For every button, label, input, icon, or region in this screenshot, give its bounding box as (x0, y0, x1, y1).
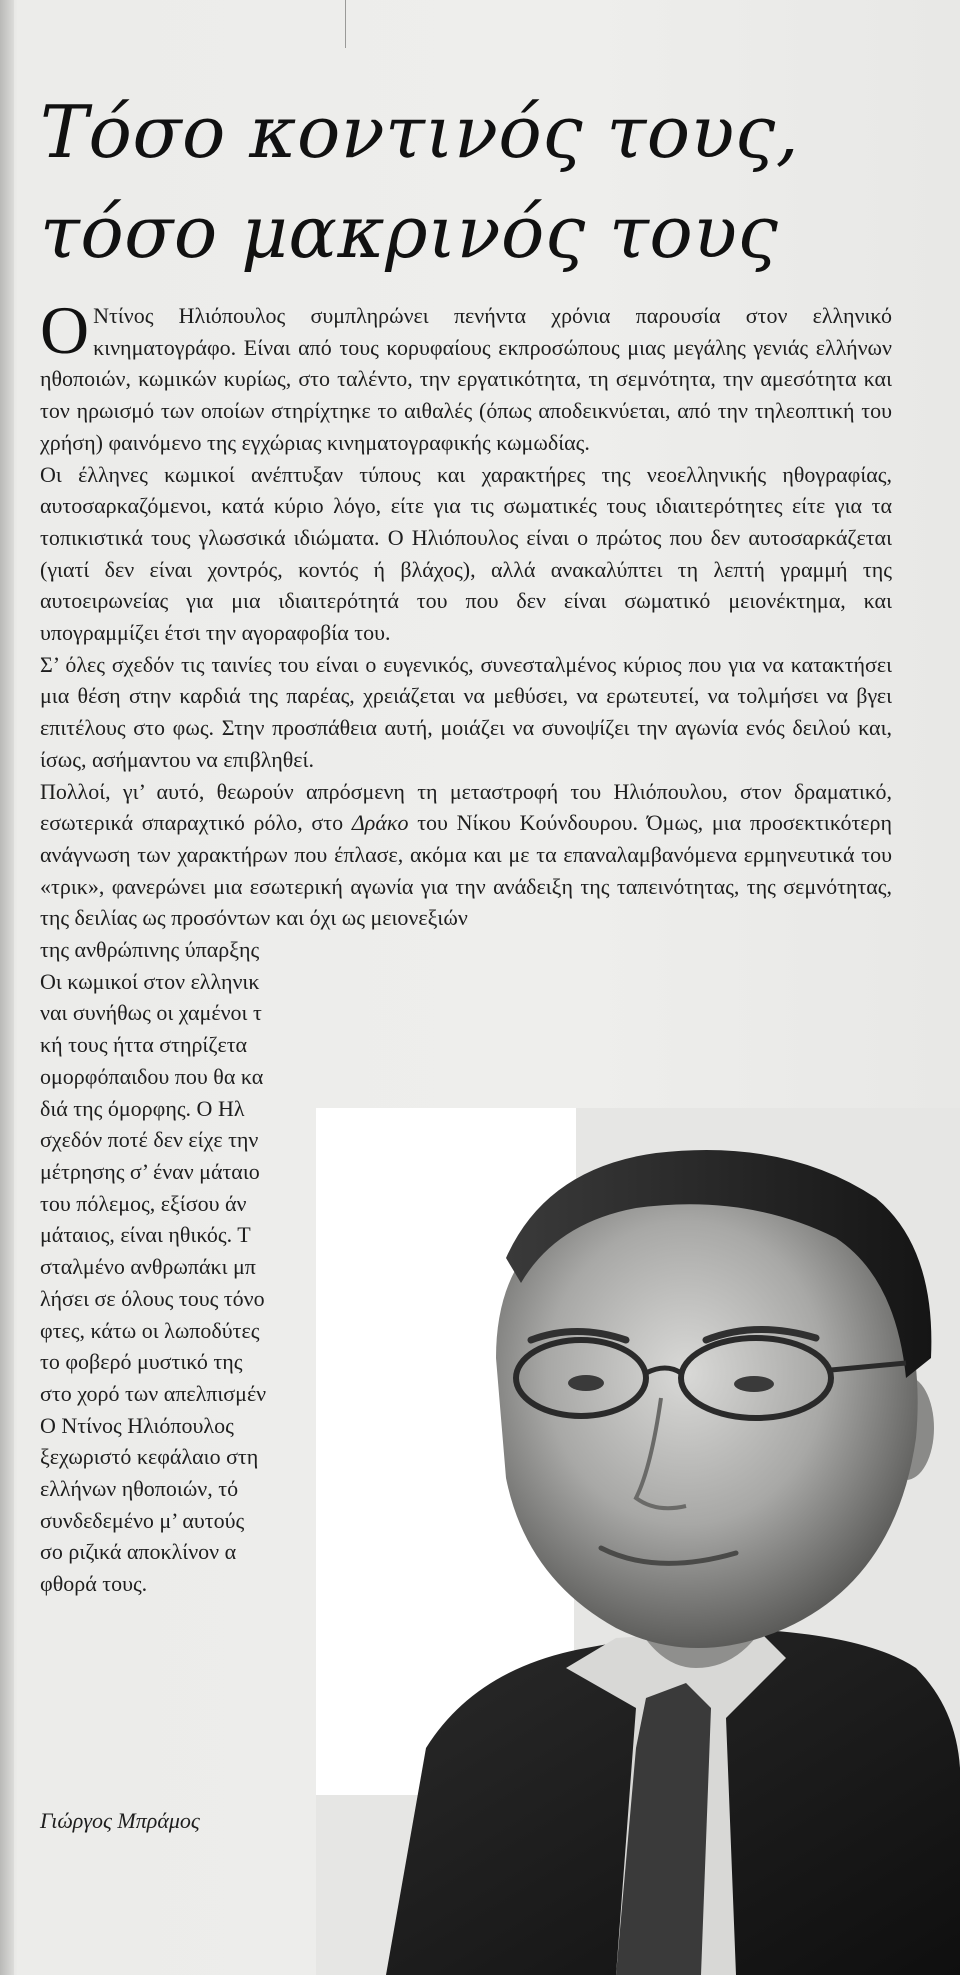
text-line: στο χορό των απελπισμέν (40, 1380, 267, 1406)
article-paragraph-3: Σ’ όλες σχεδόν τις ταινίες του είναι ο ευγενικός, συνεσταλμένος κύριος που για να κατακτήσει μια θέση στην καρδιά της παρέας, χρειάζεται να μεθύσει, να ερωτευτεί, να τολμήσει να βγει επιτέλους στο φως. Στην προσπάθεια αυτή, μοιάζει να συνοψίζει την αγωνία ενός δειλού και, ίσως, ασήμαντου να επιβληθεί. (40, 651, 892, 772)
text-line: φθορά τους. (40, 1571, 148, 1597)
text-line: μέτρησης σ’ έναν μάταιο (40, 1158, 260, 1184)
paragraph-text: Ντίνος Ηλιόπουλος συμπληρώνει πενήντα χρόνια παρουσία στον ελληνικό κινηματογράφο. Είναι από τους κορυφαίους εκπροσώπους μιας μεγάλης γενιάς ελλήνων ηθοποιών, κωμικών κυρίως, στο ταλέντο, την εργατικότητα, τη σεμνότητα, την αμεσότητα και τον ηρωισμό των οποίων στηρίχτηκε το αιθαλές (όπως αποδεικνύεται, από την τηλεοπτική του χρήση) φαινόμενο της εγχώριας κινηματογραφικής κωμωδίας. (40, 303, 892, 455)
text-line: Ο Ντίνος Ηλιόπουλος (40, 1412, 234, 1438)
text-line: συνδεδεμένο μ’ αυτούς (40, 1507, 245, 1533)
drop-cap: Ο (40, 292, 90, 368)
text-line: ναι συνήθως οι χαμένοι τ (40, 1000, 262, 1026)
article-paragraph-1 (40, 292, 892, 459)
text-line: της ανθρώπινης ύπαρξης (40, 937, 260, 963)
portrait-photo (316, 1108, 960, 1975)
author-byline: Γιώργος Μπράμος (40, 1808, 200, 1833)
headline-line-1: Τόσο κοντινός τους, (40, 90, 800, 174)
text-line: διά της όμορφης. Ο Ηλ (40, 1095, 245, 1121)
article-paragraph-2: Οι έλληνες κωμικοί ανέπτυξαν τύπους και χαρακτήρες της νεοελληνικής ηθογραφίας, αυτοσαρκαζόμενοι, κατά κύριο λόγο, είτε για τις σωματικές τους ιδιαιτερότητες είτε για τα τοπικιστικά τους γλωσσικά ιδιώματα. Ο Ηλιόπουλος είναι ο πρώτος που δεν αυτοσαρκάζεται (γιατί δεν είναι χοντρός, κοντός ή βλάχος), αλλά ανακαλύπτει τη λεπτή γραμμή της αυτοειρωνείας για μια ιδιαιτερότητά του που δεν είναι σωματικό μειονέκτημα, και υπογραμμίζει έτσι την αγοραφοβία του. (40, 461, 892, 646)
text-line: σταλμένο ανθρωπάκι μπ (40, 1254, 256, 1280)
paragraph-text: Πολλοί, γι’ αυτό, θεωρούν απρόσμενη τη μεταστροφή του Ηλιόπουλου, στον δραματικό, εσωτερικά σπαραχτικό ρόλο, στο (40, 778, 892, 836)
text-line: σο ριζικά αποκλίνον α (40, 1539, 237, 1565)
crop-mark (345, 0, 346, 48)
text-line: το φοβερό μυστικό της (40, 1349, 243, 1375)
text-line: λήσει σε όλους τους τόνο (40, 1285, 265, 1311)
portrait-illustration (316, 1108, 960, 1975)
text-line: μάταιος, είναι ηθικός. Τ (40, 1222, 251, 1248)
text-line: ομορφόπαιδου που θα κα (40, 1063, 264, 1089)
text-line: Οι κωμικοί στον ελληνικ (40, 968, 260, 994)
paragraph-text: του Νίκου Κούνδουρου. Όμως, μια προσεκτικότερη ανάγνωση των χαρακτήρων που έπλασε, ακόμα και με τα επαναλαμβανόμενα ερμηνευτικά του «τρικ», φανερώνει μια εσωτερική αγωνία για την ανάδειξη της ταπεινότητας, της σεμνότητας, της δειλίας ως προσόντων και όχι ως μειονεξιών (40, 810, 893, 931)
headline-line-2: τόσο μακρινός τους (40, 190, 779, 274)
text-line: σχεδόν ποτέ δεν είχε την (40, 1127, 259, 1153)
text-line: φτες, κάτω οι λωποδύτες (40, 1317, 260, 1343)
article-paragraph-4 (40, 776, 892, 935)
article-headline (40, 82, 900, 282)
text-line: του πόλεμος, εξίσου άν (40, 1190, 247, 1216)
text-line: κή τους ήττα στηρίζετα (40, 1032, 248, 1058)
film-title: Δράκο (351, 810, 409, 836)
text-line: ξεχωριστό κεφάλαιο στη (40, 1444, 259, 1470)
page-spine-shadow (0, 0, 14, 1975)
text-line: ελλήνων ηθοποιών, τό (40, 1476, 239, 1502)
